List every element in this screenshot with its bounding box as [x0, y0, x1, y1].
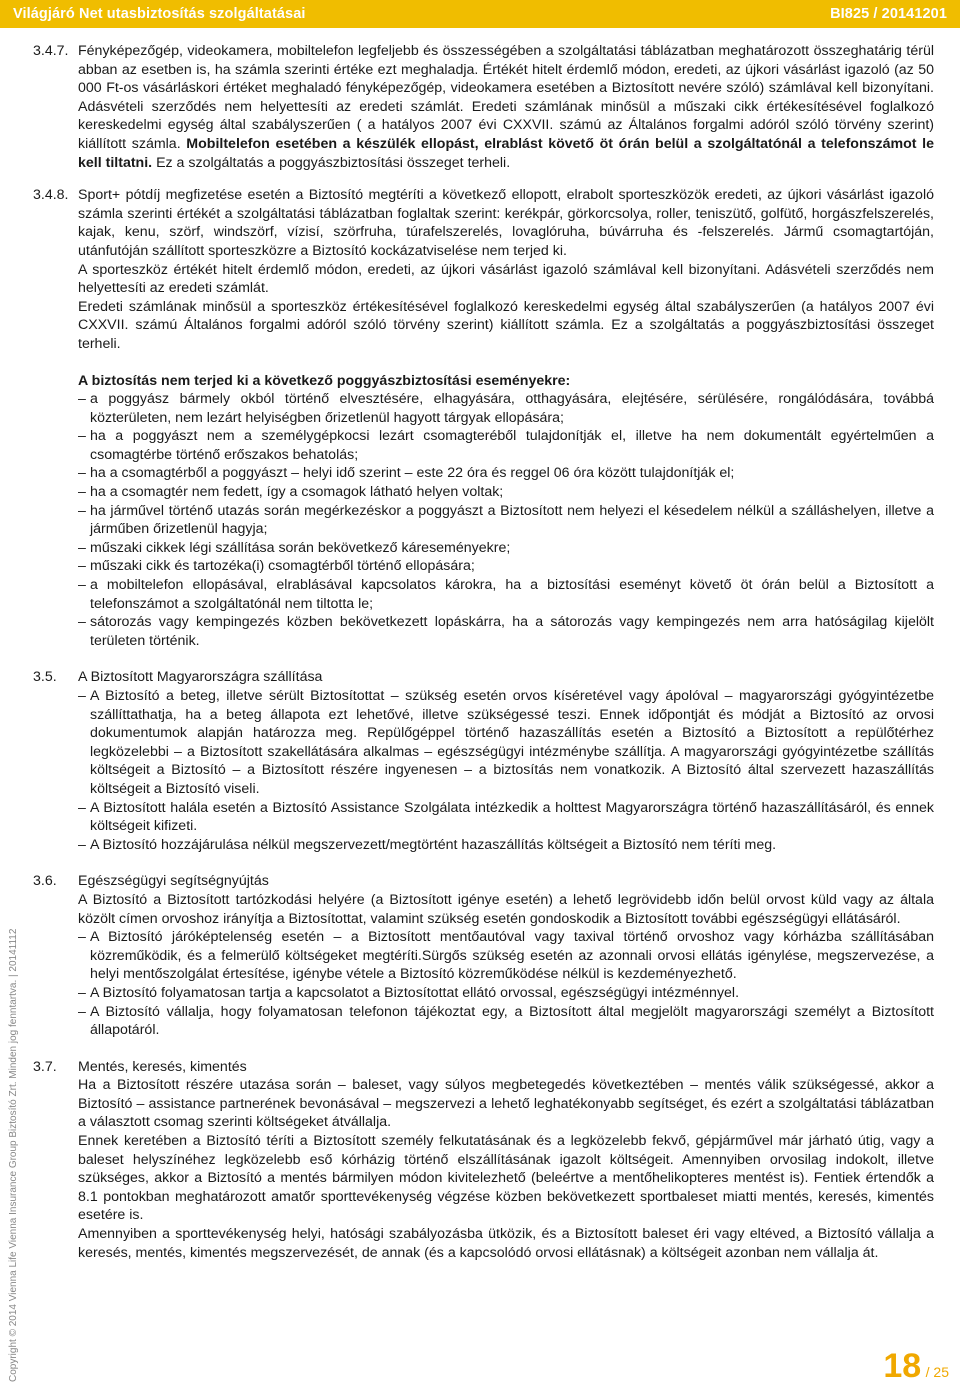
section-number: 3.4.8. — [33, 187, 69, 204]
dash-bullet: – — [78, 984, 86, 1001]
dash-bullet: – — [78, 484, 86, 501]
exclusions-title: A biztosítás nem terjed ki a következő poggyászbiztosítási eseményekre: — [78, 372, 571, 389]
header-title: Világjáró Net utasbiztosítás szolgáltatásai — [13, 6, 306, 22]
section-number: 3.4.7. — [33, 43, 69, 59]
section-list — [78, 687, 934, 854]
dash-bullet: – — [78, 1003, 86, 1020]
list-item — [78, 687, 934, 799]
dash-bullet: – — [78, 558, 86, 575]
list-item — [78, 1003, 934, 1040]
list-item — [78, 576, 934, 613]
section-3-5 — [33, 668, 934, 854]
document-body — [33, 42, 934, 1262]
list-item — [78, 984, 934, 1003]
list-item — [78, 928, 934, 984]
list-item — [78, 557, 934, 576]
paragraph-text: Ez a szolgáltatás a poggyászbiztosítási összeget terheli. — [156, 154, 511, 171]
list-item — [78, 836, 934, 855]
list-item-text: ha a csomagtérből a poggyászt – helyi idő szerint – este 22 óra és reggel 06 óra között tulajdonítják el; — [90, 465, 735, 482]
section-3-4-8 — [33, 186, 934, 353]
section-3-6 — [33, 872, 934, 1039]
list-item-text: A Biztosító a beteg, illetve sérült Biztosítottat – szükség esetén orvos kíséretével vagy ápolóval – magyarországi gyógyintézetbe szállíttathatja, ha a beteg állapota ezt lehetővé, illetve szükségessé teszi. Ennek időpontját és módját a Biztosító az orvosi dokumentumok alapján határozza meg. Repülőgéppel történő hazaszállítás esetén a Biztosító a Biztosított a repülőtérhez legközelebbi – a Biztosított szakellátására alkalmas – egészségügyi intézménybe szállítja. A magyarországi gyógyintézetbe szállítás költségeit a Biztosító – a Biztosított részére ingyenesen – a biztosítás nem vonatkozik. A Biztosító által szervezett hazaszállítás költségeit a Biztosító viseli. — [90, 688, 934, 797]
exclusions-list — [78, 390, 934, 650]
section-title: A Biztosított Magyarországra szállítása — [78, 669, 323, 686]
page-header — [0, 0, 960, 28]
section-3-7 — [33, 1058, 934, 1263]
list-item-text: A Biztosító folyamatosan tartja a kapcsolatot a Biztosítottat ellátó orvossal, egészségügyi intézménnyel. — [90, 984, 740, 1001]
dash-bullet: – — [78, 929, 86, 946]
section-number: 3.7. — [33, 1058, 57, 1075]
page-number — [883, 1347, 949, 1386]
section-list — [78, 928, 934, 1040]
total-pages: / 25 — [925, 1364, 949, 1380]
list-item-text: A Biztosított halála esetén a Biztosító Assistance Szolgálata intézkedik a holttest Magyarországra történő hazaszállításáról, és ennek költségeit kifizeti. — [90, 799, 934, 835]
paragraph-text: Fényképezőgép, videokamera, mobiltelefon legfeljebb és összességében a szolgáltatási táblázatban meghatározott összeghatárig térül abban az esetben is, ha számla szerinti értéke ezt meghaladja. Értékét hitelt érdemlő módon, eredeti, az újkori vásárlást igazoló (az 50 000 Ft-os vásárláskori értéket meghaladó fényképezőgép, videokamera esetében a Biztosított nevére szóló) számlával kell bizonyítani. Adásvételi szerződés nem helyettesíti az eredeti számlát. Eredeti számlának minősül a műszaki cikk értékesítésével foglalkozó kereskedelmi egység által szabályszerűen ( a hatályos 2007 évi CXXVII. számú az Általános forgalmi adóról szóló törvény szerint) kiállított számla. — [78, 43, 934, 152]
dash-bullet: – — [78, 428, 86, 445]
list-item-text: A Biztosító járóképtelenség esetén – a Biztosított mentőautóval vagy taxival történő orvoshoz vagy kórházba szállításában közreműködik, és a felmerülő költségeket megtéríti.Sürgős szükség esetén az azonnali orvosi ellátás igénylése, megszervezése, a helyi mentőszolgálat értesítése, igénybe vétele a Biztosító közreműködése nélkül is kezdeményezhető. — [90, 929, 934, 983]
current-page: 18 — [883, 1347, 922, 1385]
exclusions-block — [33, 372, 934, 651]
list-item-text: a poggyász bármely okból történő elvesztésére, elhagyására, otthagyására, elejtésére, sérülésére, rongálódására, továbbá közterületen, nem lezárt helyiségben őrizetlenül hagyott tárgyak ellopására; — [90, 391, 934, 426]
document-code: BI825 / 20141201 — [830, 6, 947, 22]
dash-bullet: – — [78, 836, 86, 853]
paragraph: Ennek keretében a Biztosító téríti a Biztosított személy felkutatásának és a legközelebb fekvő, gépjárművel már járható útig, vagy a baleset helyszínéhez legközelebb eső kórházig történő elszállításának igazolt költségeit. Amennyiben orvosilag indokolt, illetve szükséges, akkor a Biztosító a mentés bármilyen módon kivitelezhető (beleértve a mentőhelikopteres mentést is). Fentiek értendők a 8.1 pontokban meghatározott amatőr sporttevékenység végzése közben bekövetkezett sportbaleset miatti mentés, keresés, kimentés esetére is. — [78, 1133, 934, 1224]
paragraph: Eredeti számlának minősül a sporteszköz értékesítésével foglalkozó kereskedelmi egység által szabályszerűen (a hatályos 2007 évi CXXVII. számú Általános forgalmi adóról szóló törvény szerint) kiállított számla. Ez a szolgáltatás a poggyászbiztosítási összeget terheli. — [78, 298, 934, 352]
bold-text: Mobiltelefon esetében a készülék ellopást, elrablást követő öt órán belül a szolgáltatónál a telefonszámot le kell tiltatni. — [78, 135, 934, 171]
list-item-text: műszaki cikkek légi szállítása során bekövetkező káreseményekre; — [90, 539, 511, 556]
paragraph: Sport+ pótdíj megfizetése esetén a Biztosító megtéríti a következő ellopott, elrabolt sporteszközök eredeti, az újkori vásárlást igazoló számla szerinti értékét a szolgáltatási táblázatban foglaltak szerint: kerékpár, görkorcsolya, roller, teniszütő, golfütő, horgászfelszerelés, kajak, kenu, szörf, windszörf, vízisí, szörfruha, túrafelszerelés, lovaglóruha, búvárruha és -felszerelés. Jármű csomagtartóján, utánfutóján szállított sporteszközre a Biztosító kockázatviselése nem terjed ki. — [78, 187, 934, 259]
list-item-text: ha a poggyászt nem a személygépkocsi lezárt csomagteréből tulajdonítják el, illetve ha nem dokumentált egyértelműen a csomagtérbe történő erőszakos behatolás; — [90, 428, 934, 463]
list-item-text: műszaki cikk és tartozéka(i) csomagtérből történő ellopására; — [90, 558, 475, 575]
dash-bullet: – — [78, 539, 86, 556]
dash-bullet: – — [78, 577, 86, 594]
section-3-4-7 — [33, 42, 934, 172]
section-number: 3.5. — [33, 669, 57, 686]
list-item-text: A Biztosító hozzájárulása nélkül megszervezett/megtörtént hazaszállítás költségeit a Biztosító nem téríti meg. — [90, 836, 777, 853]
paragraph: A sporteszköz értékét hitelt érdemlő módon, eredeti, az újkori vásárlást igazoló számlával kell bizonyítani. Adásvételi szerződés nem helyettesíti az eredeti számlát. — [78, 261, 934, 297]
copyright-side — [7, 822, 21, 1382]
list-item-text: ha járművel történő utazás során megérkezéskor a poggyászt a Biztosított nem helyezi el késedelem nélkül a szálláshelyen, illetve a járműben őrizetlenül hagyja; — [90, 502, 934, 538]
list-item — [78, 427, 934, 464]
list-item-text: ha a csomagtér nem fedett, így a csomagok látható helyen voltak; — [90, 484, 504, 501]
dash-bullet: – — [78, 799, 86, 816]
list-item — [78, 539, 934, 558]
paragraph: Amennyiben a sporttevékenység helyi, hatósági szabályozásba ütközik, és a Biztosított baleset éri vagy eltéved, a Biztosító vállalja a keresés, mentés, kimentés megszervezését, de annak (és a kapcsolódó orvosi ellátásnak) a költségeit azonban nem vállalja át. — [78, 1226, 934, 1261]
list-item — [78, 613, 934, 650]
list-item — [78, 483, 934, 502]
dash-bullet: – — [78, 465, 86, 482]
list-item — [78, 464, 934, 483]
dash-bullet: – — [78, 688, 86, 704]
list-item-text: a mobiltelefon ellopásával, elrablásával kapcsolatos károkra, ha a biztosítási eseményt követő öt órán belül a Biztosított a telefonszámot a szolgáltatónál nem tiltotta le; — [90, 577, 934, 612]
section-title: Mentés, keresés, kimentés — [78, 1058, 247, 1075]
dash-bullet: – — [78, 391, 86, 408]
list-item — [78, 502, 934, 539]
list-item-text: A Biztosító vállalja, hogy folyamatosan telefonon tájékoztat egy, a Biztosított által megjelölt magyarországi személyt a Biztosított állapotáról. — [90, 1003, 934, 1039]
paragraph — [78, 42, 934, 172]
dash-bullet: – — [78, 502, 86, 519]
list-item — [78, 390, 934, 427]
section-title: Egészségügyi segítségnyújtás — [78, 873, 269, 890]
section-number: 3.6. — [33, 873, 57, 890]
paragraph: Ha a Biztosított részére utazása során – baleset, vagy súlyos megbetegedés következtében – mentés válik szükségessé, akkor a Biztosító – assistance partnerének bevonásával – megszervezi a lehető leghatékonyabb segítséget, és ezért a szolgáltatási táblázatban a választott csomag szerinti költségeket átvállalja. — [78, 1077, 934, 1131]
dash-bullet: – — [78, 614, 86, 631]
paragraph: A Biztosító a Biztosított tartózkodási helyére (a Biztosított igénye esetén) a lehető legrövidebb időn belül orvost küld vagy az általa közölt címen orvoshoz irányítja a Biztosítottat, valamint szükség esetén gondoskodik a Biztosított további egészségügyi ellátásáról. — [78, 891, 934, 927]
copyright-text: Copyright © 2014 Vienna Life Vienna Insurance Group Biztosító Zrt. Minden jog fenntartva. | 20141112 — [8, 928, 19, 1382]
list-item — [78, 799, 934, 836]
list-item-text: sátorozás vagy kempingezés közben bekövetkezett lopáskárra, ha a sátorozás vagy kempingezés nem arra hatóságilag kijelölt területen történik. — [90, 614, 934, 649]
